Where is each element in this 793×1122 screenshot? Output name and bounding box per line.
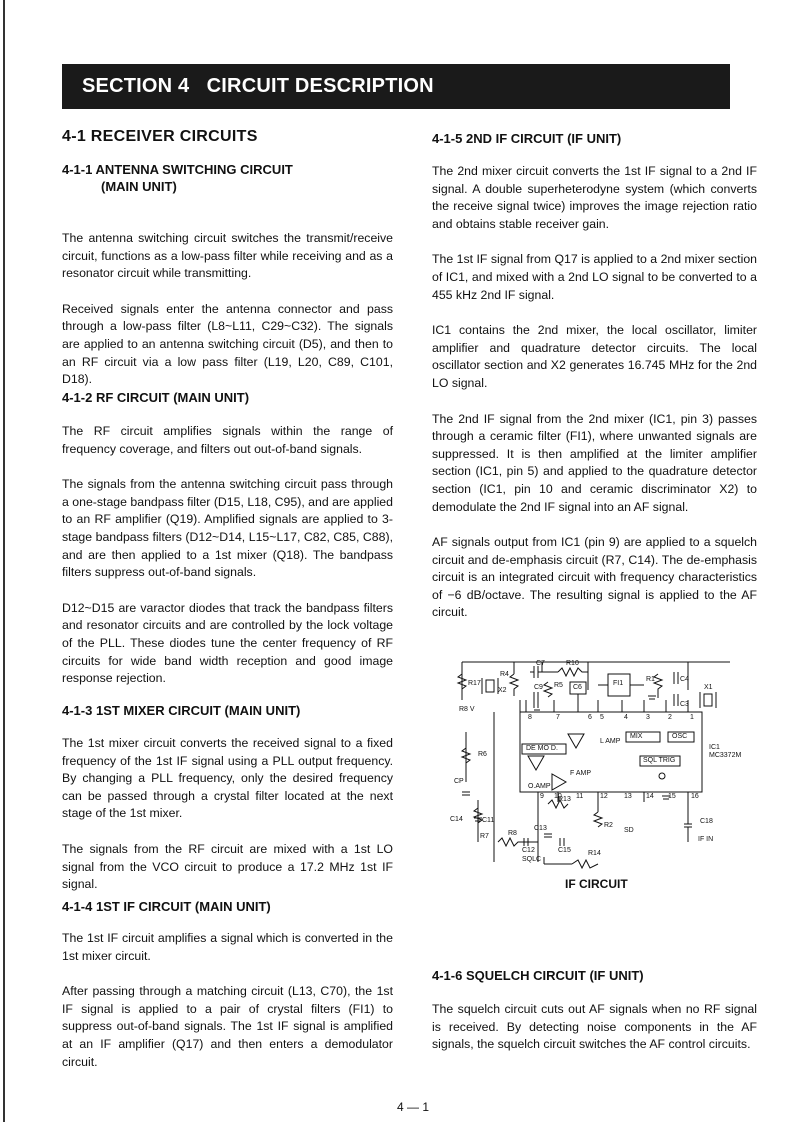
label-c15: C15 — [558, 847, 571, 854]
label-r4: R4 — [500, 671, 509, 678]
label-pin1: 1 — [690, 714, 694, 721]
label-r8v: R8 V — [459, 706, 475, 713]
receiver-circuits-heading: 4-1 RECEIVER CIRCUITS — [62, 128, 258, 145]
label-c12: C12 — [522, 847, 535, 854]
label-pin14: 14 — [646, 793, 654, 800]
label-pin15: 15 — [668, 793, 676, 800]
paragraph: After passing through a matching circuit (L13, C70), the 1st IF signal is applied to a pair of crystal filters (FI1) to suppress out-of-band signals. The 1st IF signal is amplified at an IF amplifier (Q17) and then enters a demodulator circuit. — [62, 984, 393, 1069]
label-c7: C7 — [536, 660, 545, 667]
paragraph: The RF circuit amplifies signals within the range of frequency coverage, and filters out out-of-band signals. — [62, 424, 393, 456]
label-c9: C9 — [534, 684, 543, 691]
rf-circuit-section — [62, 423, 393, 688]
section-banner — [62, 64, 730, 109]
label-pin8: 8 — [528, 714, 532, 721]
paragraph: The 2nd IF signal from the 2nd mixer (IC1, pin 3) passes through a ceramic filter (FI1), where unwanted signals are suppressed. It is then amplified at the limiter amplifier section (IC1, pin 5) and applied to the quadrature detector section (IC1, pin 10 and ceramic discriminator X2) to demodulate the 2nd IF signal into an AF signal. — [432, 411, 757, 514]
paragraph: The antenna switching circuit switches the transmit/receive circuit, functions as a low-pass filter while receiving and as a resonator circuit while transmitting. — [62, 231, 393, 281]
page-number: 4 — 1 — [397, 1100, 430, 1114]
binding-edge — [3, 0, 5, 1122]
paragraph: Received signals enter the antenna connector and pass through a low-pass filter (L8~L11, C29~C32). The signals are applied to an antenna switching circuit (D5), and then to an RF circuit via a low pass filter (L19, L20, C89, C101, D18). — [62, 301, 393, 387]
rf-circuit-heading: 4-1-2 RF CIRCUIT (MAIN UNIT) — [62, 390, 250, 405]
antenna-switching-section — [62, 230, 393, 389]
antenna-switching-heading-line2: (MAIN UNIT) — [101, 179, 177, 194]
paragraph: IC1 contains the 2nd mixer, the local oscillator, limiter amplifier and quadrature detector circuits. The local oscillator section and X2 generates 16.745 MHz for the 2nd LO signal. — [432, 323, 757, 390]
label-f-amp: F AMP — [570, 770, 592, 777]
label-x2: X2 — [498, 687, 507, 694]
label-c6: C6 — [573, 684, 582, 691]
first-if-heading: 4-1-4 1ST IF CIRCUIT (MAIN UNIT) — [62, 899, 271, 914]
label-demod: DE MO D. — [526, 745, 558, 752]
label-c18: C18 — [700, 818, 713, 825]
paragraph: The squelch circuit cuts out AF signals when no RF signal is received. By detecting noise components in the AF signals, the squelch circuit switches the AF control circuits. — [432, 1002, 757, 1052]
label-if-in: IF IN — [698, 836, 714, 843]
label-pin2: 2 — [668, 714, 672, 721]
paragraph: The 2nd mixer circuit converts the 1st IF signal to a 2nd IF signal. A double superheterodyne system (which converts the receive signal twice) improves the image rejection ratio and obtains stable receiver gain. — [432, 164, 757, 231]
paragraph: The 1st mixer circuit converts the received signal to a fixed frequency of the 1st IF signal using a PLL output frequency. By changing a PLL frequency, only the desired frequency can be passed through a crystal filter located at the next stage of the 1st mixer. — [62, 736, 393, 821]
label-r8: R8 — [508, 830, 517, 837]
label-cp: CP — [454, 778, 464, 785]
label-sql-trig: SQL TRIG — [643, 757, 676, 764]
schematic-labels — [448, 652, 742, 874]
paragraph: D12~D15 are varactor diodes that track the bandpass filters and resonator circuits and are controlled by the lock voltage of the PLL. These diodes tune the center frequency of RF circuits for wide band width reception and good image response rejection. — [62, 600, 393, 686]
label-r13: R13 — [558, 796, 571, 803]
label-pin4: 4 — [624, 714, 628, 721]
label-sd: SD — [624, 827, 634, 834]
first-if-section — [62, 930, 393, 1071]
label-x1: X1 — [704, 684, 713, 691]
label-r17: R17 — [468, 680, 481, 687]
label-r14: R14 — [588, 850, 601, 857]
label-c13: C13 — [534, 825, 547, 832]
label-pin5: 5 — [600, 714, 604, 721]
label-pin7: 7 — [556, 714, 560, 721]
label-fi1: FI1 — [613, 680, 624, 687]
paragraph: The signals from the antenna switching circuit pass through a one-stage bandpass filter (D15, L18, C95), and are applied to an RF amplifier (Q19). Amplified signals are applied to 3-stage bandpass filters (D12~D14, L15~L17, C82, C85, C88), and are then applied to a 1st mixer (Q18). The bandpass filters suppress out-of-band signals. — [62, 477, 393, 580]
label-r1: R1 — [646, 676, 655, 683]
squelch-section — [432, 1001, 757, 1054]
label-r7: R7 — [480, 833, 489, 840]
label-r6: R6 — [478, 751, 487, 758]
paragraph: AF signals output from IC1 (pin 9) are applied to a squelch circuit and de-emphasis circuit (R7, C14). The de-emphasis circuit is an integrated circuit with frequency characteristics of −6 dB/octave. The resulting signal is applied to the AF circuit. — [432, 535, 757, 620]
label-ic1-part: MC3372M — [709, 752, 742, 759]
label-l-amp: L AMP — [600, 738, 621, 745]
label-pin3: 3 — [646, 714, 650, 721]
paragraph: The 1st IF signal from Q17 is applied to a 2nd mixer section of IC1, and mixed with a 2nd LO signal to be converted to a 455 kHz 2nd IF signal. — [432, 252, 757, 302]
label-pin9: 9 — [540, 793, 544, 800]
label-pin11: 11 — [576, 793, 584, 800]
first-mixer-section — [62, 735, 393, 894]
paragraph: The signals from the RF circuit are mixed with a 1st LO signal from the VCO circuit to produce a 17.2 MHz 1st IF signal. — [62, 841, 393, 892]
second-if-heading: 4-1-5 2ND IF CIRCUIT (IF UNIT) — [432, 131, 622, 146]
label-c3: C3 — [680, 701, 689, 708]
label-mix: MIX — [630, 733, 643, 740]
label-ic1: IC1 — [709, 744, 720, 751]
label-osc: OSC — [672, 733, 688, 740]
antenna-switching-heading-line1: 4-1-1 ANTENNA SWITCHING CIRCUIT — [62, 162, 293, 177]
second-if-section — [432, 163, 757, 622]
label-pin16: 16 — [691, 793, 699, 800]
label-r5: R5 — [554, 682, 563, 689]
label-c11: C11 — [482, 817, 495, 824]
figure-caption: IF CIRCUIT — [565, 877, 628, 891]
label-pin6: 6 — [588, 714, 592, 721]
label-c4: C4 — [680, 676, 689, 683]
squelch-heading: 4-1-6 SQUELCH CIRCUIT (IF UNIT) — [432, 968, 644, 983]
label-r2: R2 — [604, 822, 613, 829]
label-pin12: 12 — [600, 793, 608, 800]
first-mixer-heading: 4-1-3 1ST MIXER CIRCUIT (MAIN UNIT) — [62, 703, 301, 718]
paragraph: The 1st IF circuit amplifies a signal which is converted in the 1st mixer circuit. — [62, 931, 393, 963]
label-c14: C14 — [450, 816, 463, 823]
label-o-amp: O.AMP — [528, 783, 551, 790]
label-pin13: 13 — [624, 793, 632, 800]
section-title: SECTION 4 CIRCUIT DESCRIPTION — [82, 75, 434, 97]
antenna-switching-heading — [62, 161, 293, 195]
label-r10: R10 — [566, 660, 579, 667]
label-sqlc: SQLC — [522, 856, 542, 863]
label-pin10: 10 — [554, 793, 562, 800]
